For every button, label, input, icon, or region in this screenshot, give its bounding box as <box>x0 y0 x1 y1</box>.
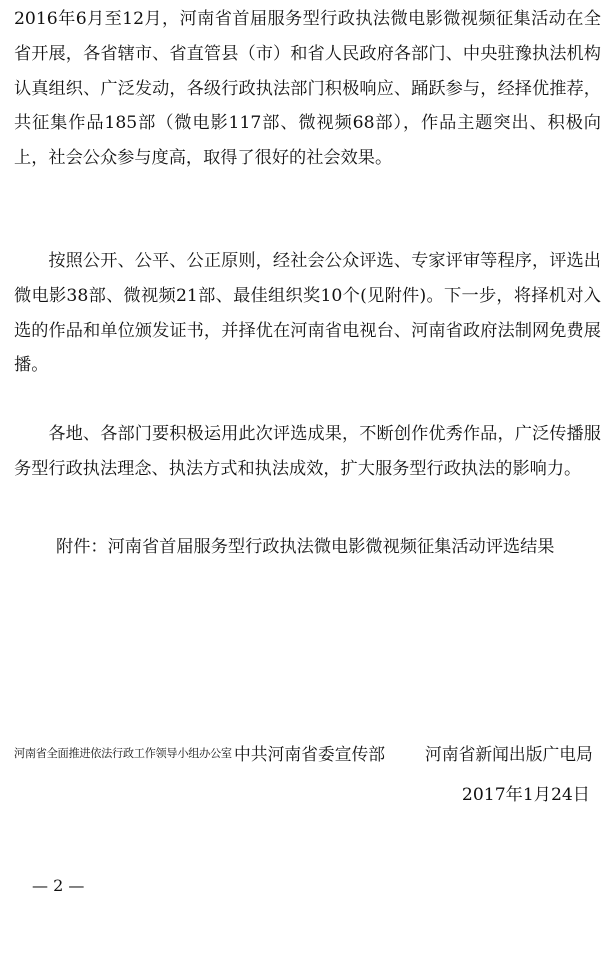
signer-legal-office: 河南省全面推进依法行政工作领导小组办公室 <box>14 747 232 760</box>
body-paragraph-1: 2016年6月至12月，河南省首届服务型行政执法微电影微视频征集活动在全省开展，各省辖市、省直管县（市）和省人民政府各部门、中央驻豫执法机构认真组织、广泛发动，各级行政执法部门积极响应、踊跃参与，经择优推荐，共征集作品185部（微电影117部、微视频68部），作品主题突出、积极向上，社会公众参与度高，取得了很好的社会效果。 <box>14 9 601 169</box>
attachment-note <box>56 530 601 565</box>
signer-press-bureau: 河南省新闻出版广电局 <box>425 744 593 764</box>
attachment-title: 河南省首届服务型行政执法微电影微视频征集活动评选结果 <box>107 537 555 557</box>
issuing-organizations <box>14 736 603 772</box>
body-paragraph-3: 各地、各部门要积极运用此次评选成果，不断创作优秀作品，广泛传播服务型行政执法理念、执法方式和执法成效，扩大服务型行政执法的影响力。 <box>14 424 601 479</box>
body-paragraph-2: 按照公开、公平、公正原则，经社会公众评选、专家评审等程序，评选出微电影38部、微视频21部、最佳组织奖10个(见附件)。下一步，将择机对入选的作品和单位颁发证书，并择优在河南省电视台、河南省政府法制网免费展播。 <box>14 251 601 376</box>
page-number: — 2 — <box>32 876 85 895</box>
issue-date: 2017年1月24日 <box>461 785 590 805</box>
signer-propaganda-dept: 中共河南省委宣传部 <box>234 744 386 764</box>
attachment-label: 附件： <box>56 537 108 557</box>
